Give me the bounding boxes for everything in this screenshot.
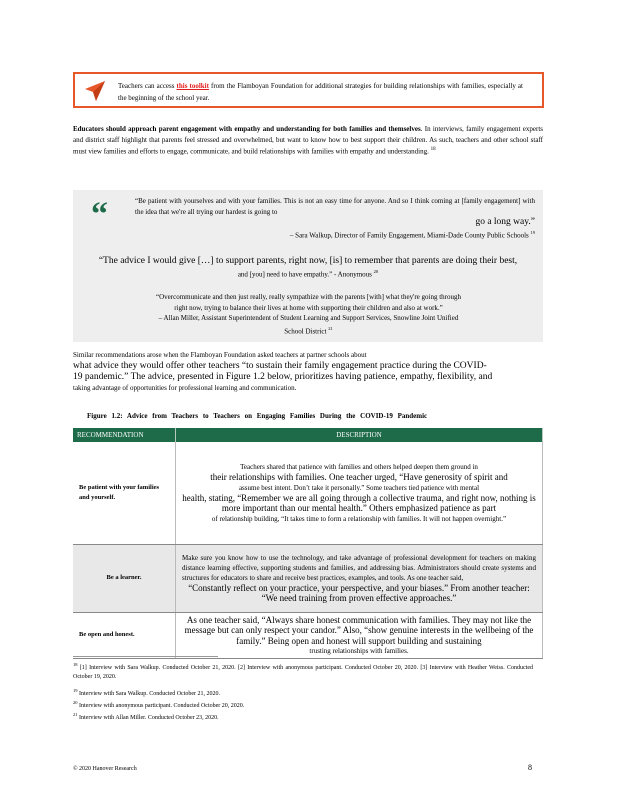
footnote: $^{19}$ Interview with Sara Walkup. Conducted October 21, 2020. xyxy=(73,688,221,697)
column-header-recommendation: RECOMMENDATION xyxy=(73,428,176,442)
footnote: $^{20}$ Interview with anonymous participant. Conducted October 20, 2020. xyxy=(73,700,245,709)
page-number: 8 xyxy=(528,763,532,772)
table-row xyxy=(73,442,543,544)
table-row xyxy=(73,544,543,612)
footnote: $^{18}$ [1] Interview with Sara Walkup. Conducted October 21, 2020. [2] Interview with anonymous participant. Conducted October 20, 2020. [3] Interview with Heather Weiss. Conducted October 19, 2020. xyxy=(73,662,533,680)
recommendation-cell: Be a learner. xyxy=(73,544,176,612)
footnote: $^{21}$ Interview with Allan Miller. Conducted October 23, 2020. xyxy=(73,712,219,721)
copyright-footer: © 2020 Hanover Research xyxy=(73,766,137,772)
toolkit-callout xyxy=(73,72,544,108)
description-cell: Make sure you know how to use the technology, and take advantage of professional development for teachers on making distance learning effective, supporting students and families, and addressing bias. Administrators should create systems and structures for educators to share and receive best practices, examples, and tools. As one teacher said, “Constantly reflect on your practice, your perspective, and your biases.” From another teacher: “We need training from proven effective approaches.” xyxy=(176,544,543,612)
column-header-description: DESCRIPTION xyxy=(176,428,543,442)
quote-box xyxy=(73,190,543,342)
footnote-ref: 18 xyxy=(430,147,436,152)
similar-paragraph: Similar recommendations arose when the Flamboyan Foundation asked teachers at partner schools about what advice they would offer other teachers “to sustain their family engagement practice during the COVID- 19 pandemic.” The advice, presented in Figure 1.2 below, prioritizes having patience, empathy, flexibility, and taking advantage of opportunities for professional learning and communication. xyxy=(73,351,493,392)
table-row xyxy=(73,612,543,659)
quote-walkup-attribution: – Sara Walkup, Director of Family Engagement, Miami-Dade County Public Schools $^{19}$ xyxy=(289,230,535,240)
description-cell: Teachers shared that patience with families and others helped deepen them ground in their relationships with families. One teacher urged, “Have generosity of spirit and assume best intent. Don’t take it personally.” Some teachers tied patience with mental health, stating, “Remember we are all going through a collective trauma, and right now, nothing is more important than our mental health.” Others emphasized patience as part of relationship building, “It takes time to form a relationship with families. It will not happen overnight.” xyxy=(176,442,543,544)
quote-mark-icon: “ xyxy=(91,196,108,233)
figure-title: Figure 1.2: Advice from Teachers to Teachers on Engaging Families During the COVID-19 Pandemic xyxy=(87,412,428,420)
recommendation-cell: Be patient with your families and yourself. xyxy=(73,442,176,544)
callout-text: Teachers can access this toolkit from the Flamboyan Foundation for additional strategies for building relationships with families, especially at the beginning of the school year. xyxy=(118,82,523,102)
advice-table xyxy=(73,428,543,659)
recommendation-cell: Be open and honest. xyxy=(73,612,176,659)
intro-paragraph: Educators should approach parent engagement with empathy and understanding for both families and themselves. In interviews, family engagement experts and district staff highlight that parents feel stressed and overwhelmed, but want to know how to best support their children. As such, teachers and other school staff must view families and efforts to engage, communicate, and build relationships with families with empathy and understanding. $^{18}$ xyxy=(73,125,544,156)
toolkit-link[interactable]: this toolkit xyxy=(176,82,209,90)
quote-miller: “Overcommunicate and then just really, really sympathize with the parents [with] what they're going through right now, trying to balance their lives at home with supporting their children and also at work.” – Allan Miller, Assistant Superintendent of Student Learning and Support Services, Snowline Joint Unified School District $^{21}$ xyxy=(155,293,462,335)
quote-walkup: “Be patient with yourselves and with your families. This is not an easy time for anyone. And so I think coming at [family engagement] with the idea that we're all trying our hardest is going to go a long way.” – Sara Walkup, Director of Family Engagement, Miami-Dade County Public Schools $^{19}$ xyxy=(135,197,535,240)
footnote-divider xyxy=(73,656,218,657)
description-cell: As one teacher said, “Always share honest communication with families. They may not like the message but can only respect your candor.” Also, “show genuine interests in the wellbeing of the family.” Being open and honest will support building and sustaining trusting relationships with families. xyxy=(176,612,543,659)
arrow-icon xyxy=(83,79,107,103)
quote-anonymous: “The advice I would give […] to support parents, right now, [is] to remember that parents are doing their best, and [you] need to have empathy.” - Anonymous $^{20}$ xyxy=(98,256,518,279)
